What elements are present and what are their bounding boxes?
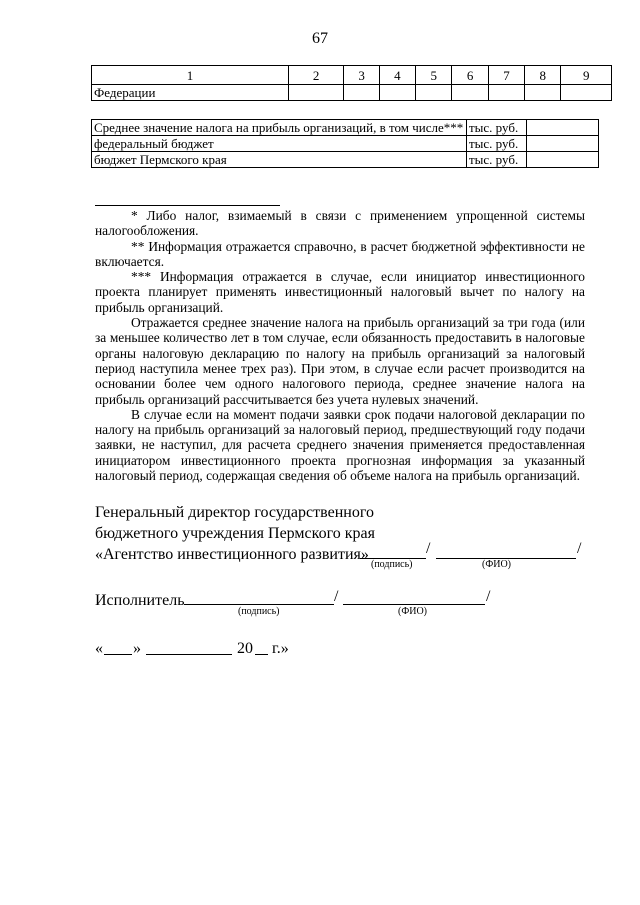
signature-caption: (подпись) (238, 606, 280, 617)
row-label: федеральный бюджет (92, 136, 467, 152)
slash: / (486, 588, 491, 605)
row-label: бюджет Пермского края (92, 152, 467, 168)
date-month-line (146, 636, 232, 655)
date-year: 20 (237, 640, 253, 657)
table-row (92, 136, 599, 152)
col-header: 5 (416, 66, 452, 85)
table-cell (561, 85, 612, 101)
fio-caption: (ФИО) (482, 559, 512, 570)
fio-caption: (ФИО) (398, 606, 428, 617)
date-open-quote: « (95, 640, 103, 657)
col-header: 9 (561, 66, 612, 85)
date-suffix: г.» (272, 640, 289, 657)
table-row (92, 85, 612, 101)
footnote-3: *** Информация отражается в случае, если инициатор инвестиционного проекта планирует применять инвестиционный налоговый вычет по налогу на прибыль организаций. (95, 269, 585, 315)
date-day-line (104, 636, 132, 655)
table-row (92, 120, 599, 136)
signature-caption: (подпись) (371, 559, 413, 570)
table-cell (379, 85, 415, 101)
col-header: 8 (525, 66, 561, 85)
col-header: 1 (92, 66, 289, 85)
table-cell (452, 85, 488, 101)
note-paragraph-2: В случае если на момент подачи заявки срок подачи налоговой декларации по налогу на прибыль организаций за налоговый период, предшествующий году подачи заявки, не наступил, для расчета среднего значения применяется предоставленная инициатором инвестиционного проекта прогнозная информация за указанный налоговый период, содержащая сведения об объеме налога на прибыль организаций. (95, 406, 585, 484)
col-header: 6 (452, 66, 488, 85)
date-close-quote: » (133, 640, 141, 657)
director-line-1: Генеральный директор государственного (95, 504, 374, 521)
slash: / (577, 540, 582, 557)
director-line-2: бюджетного учреждения Пермского края (95, 525, 376, 542)
table-continuation (91, 65, 612, 101)
executor-fio-line (343, 586, 485, 605)
unit-cell: тыс. руб. (467, 136, 527, 152)
note-paragraph-1: Отражается среднее значение налога на прибыль организаций за три года (или за меньшее количество лет в том случае, если обязанность предоставить в налоговые органы налоговую декларацию по налогу на прибыль организаций за налоговый период наступила менее трех раз). При этом, в случае если расчет производится на основании более чем одного налогового периода, среднее значение налога на прибыль организаций рассчитывается без учета нулевых значений. (95, 315, 585, 407)
table-cell (527, 120, 599, 136)
table-cell (525, 85, 561, 101)
col-header: 4 (379, 66, 415, 85)
slash: / (426, 540, 431, 557)
page-number: 67 (312, 30, 328, 47)
col-header: 2 (288, 66, 344, 85)
director-signature-line (360, 540, 426, 559)
table-cell (344, 85, 379, 101)
footnote-1: * Либо налог, взимаемый в связи с применением упрощенной системы налогообложения. (95, 208, 585, 239)
footnotes (95, 208, 585, 483)
director-line-3: «Агентство инвестиционного развития» (95, 546, 369, 563)
profit-tax-table (91, 119, 599, 168)
date-year-line (255, 636, 268, 655)
executor-label: Исполнитель (95, 592, 185, 609)
row-label: Среднее значение налога на прибыль организаций, в том числе*** (92, 120, 467, 136)
table-cell (416, 85, 452, 101)
slash: / (334, 588, 339, 605)
unit-cell: тыс. руб. (467, 152, 527, 168)
table-cell (527, 136, 599, 152)
footnote-divider (95, 205, 280, 206)
table-header-row (92, 66, 612, 85)
table-row (92, 152, 599, 168)
table-cell (527, 152, 599, 168)
col-header: 3 (344, 66, 379, 85)
footnote-2: ** Информация отражается справочно, в расчет бюджетной эффективности не включается. (95, 238, 585, 269)
row-label: Федерации (92, 85, 289, 101)
executor-signature-line (184, 586, 334, 605)
director-fio-line (436, 540, 576, 559)
col-header: 7 (488, 66, 524, 85)
table-cell (288, 85, 344, 101)
table-cell (488, 85, 524, 101)
unit-cell: тыс. руб. (467, 120, 527, 136)
